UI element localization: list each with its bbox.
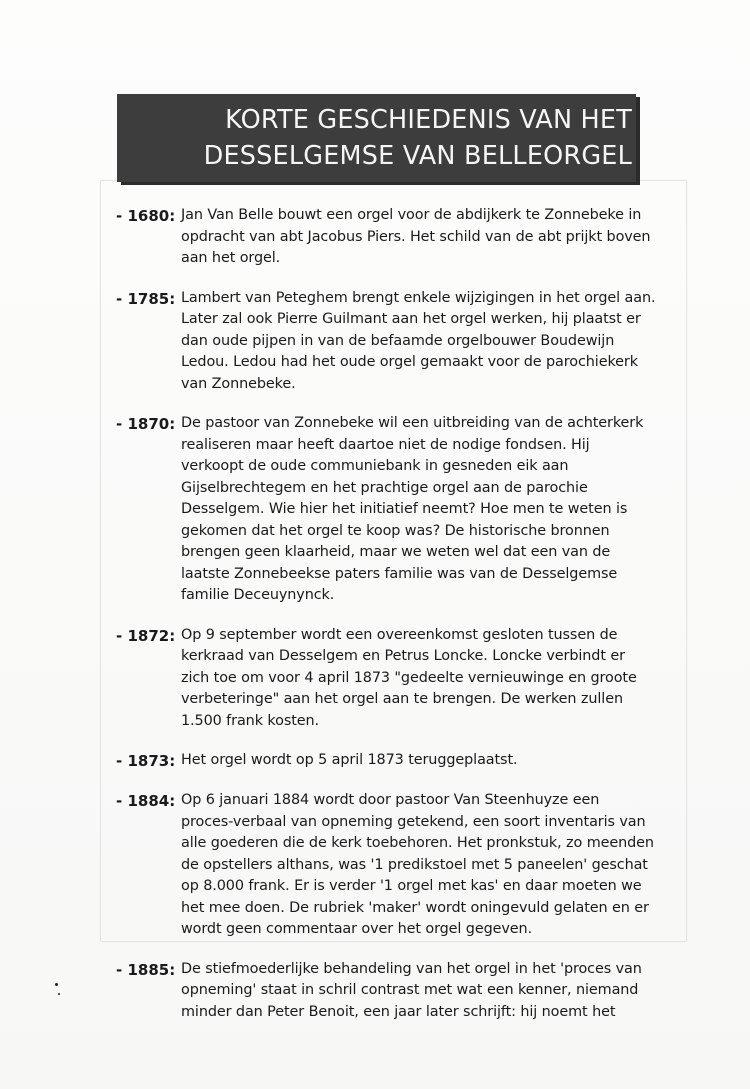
- timeline-entry: [116, 959, 656, 1024]
- entry-text: De stiefmoederlijke behandeling van het orgel in het 'proces van opneming' staat in schril contrast met wat een kenner, niemand minder dan Peter Benoit, een jaar later schrijft: hij noemt het: [181, 960, 642, 1020]
- entry-year: - 1785:: [116, 289, 176, 308]
- entry-text: Lambert van Peteghem brengt enkele wijzigingen in het orgel aan. Later zal ook Pierre Guilmant aan het orgel werken, hij plaatst er dan oude pijpen in van de befaamde orgelbouwer Boudewijn Ledou. Ledou had het oude orgel gemaakt voor de parochiekerk van Zonnebeke.: [181, 289, 656, 392]
- entry-year: - 1870:: [116, 415, 176, 433]
- entry-year: - 1872:: [116, 626, 176, 645]
- entry-year: - 1680:: [116, 207, 176, 225]
- timeline-entries: [116, 205, 656, 1041]
- entry-text: Het orgel wordt op 5 april 1873 teruggeplaatst.: [181, 752, 518, 768]
- entry-year: - 1884:: [116, 792, 176, 810]
- timeline-entry: [116, 413, 656, 607]
- entry-text: Jan Van Belle bouwt een orgel voor de abdijkerk te Zonnebeke in opdracht van abt Jacobus Piers. Het schild van de abt prijkt boven aan het orgel.: [181, 207, 651, 266]
- entry-year: - 1885:: [116, 960, 176, 979]
- scan-speck: [58, 993, 60, 995]
- timeline-entry: [116, 288, 656, 396]
- entry-text: Op 6 januari 1884 wordt door pastoor Van Steenhuyze een proces-verbaal van opneming getekend, een soort inventaris van alle goederen die de kerk toebehoren. Het pronkstuk, zo meenden de opstellers althans, was '1 predikstoel met 5 paneelen' geschat op 8.000 frank. Er is verder '1 orgel met kas' en daar moeten we het mee doen. De rubriek 'maker' wordt oningevuld gelaten en er wordt geen commentaar over het orgel gegeven.: [181, 792, 654, 937]
- title-banner: [117, 94, 636, 182]
- timeline-entry: [116, 625, 656, 733]
- title-line-1: KORTE GESCHIEDENIS VAN HET: [225, 105, 632, 135]
- title-line-2: DESSELGEMSE VAN BELLEORGEL: [203, 141, 632, 171]
- entry-text: De pastoor van Zonnebeke wil een uitbreiding van de achterkerk realiseren maar heeft daartoe niet de nodige fondsen. Hij verkoopt de oude communiebank in gesneden eik aan Gijselbrechtegem en het prachtige orgel aan de parochie Desselgem. Wie hier het initiatief neemt? Hoe men te weten is gekomen dat het orgel te koop was? De historische bronnen brengen geen klaarheid, maar we weten wel dat een van de laatste Zonnebeekse paters familie was van de Desselgemse familie Deceuynynck.: [181, 415, 644, 603]
- entry-year: - 1873:: [116, 752, 176, 770]
- timeline-entry: [116, 790, 656, 941]
- timeline-entry: [116, 205, 656, 270]
- entry-text: Op 9 september wordt een overeenkomst gesloten tussen de kerkraad van Desselgem en Petrus Loncke. Loncke verbindt er zich toe om voor 4 april 1873 "gedeelte vernieuwinge en groote verbeteringe" aan het orgel aan te brengen. De werken zullen 1.500 frank kosten.: [181, 626, 637, 729]
- scan-speck: [55, 983, 58, 986]
- timeline-entry: [116, 750, 656, 772]
